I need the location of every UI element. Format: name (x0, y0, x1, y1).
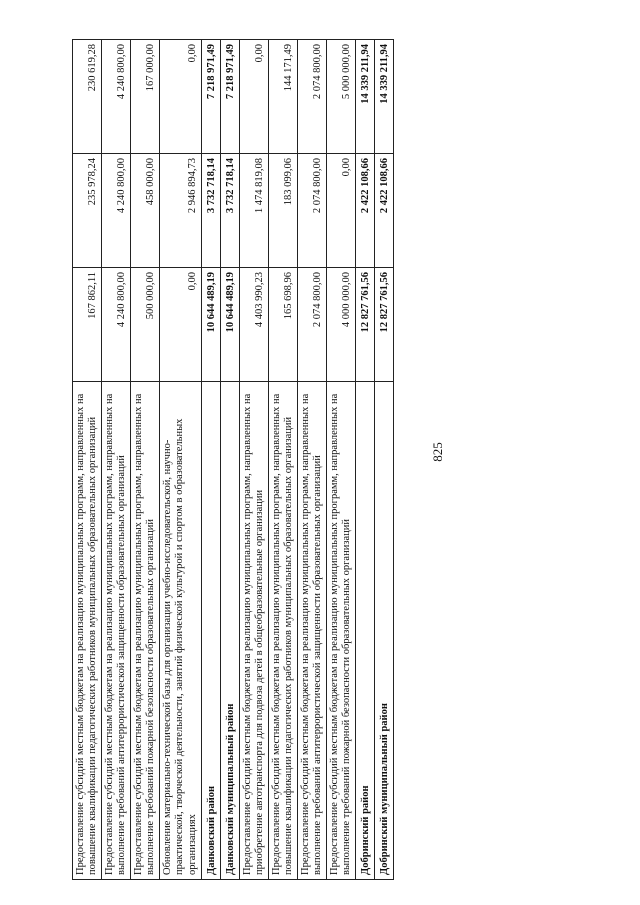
row-label: Предоставление субсидий местным бюджетам на реализацию муниципальных программ, направленных на повышение квалификации педагогических работников муниципальных образовательных организаций (268, 382, 297, 880)
table-row (201, 40, 220, 880)
value-col-3: 2 074 800,00 (297, 40, 326, 154)
table-row (239, 40, 268, 880)
table-row (268, 40, 297, 880)
value-col-3: 5 000 000,00 (326, 40, 355, 154)
row-label: Предоставление субсидий местным бюджетам на реализацию муниципальных программ, направленных на выполнение требований антитеррористической защищенности образовательных организаций (102, 382, 131, 880)
value-col-2: 0,00 (326, 154, 355, 268)
table-row (102, 40, 131, 880)
table-row (160, 40, 201, 880)
table-row (73, 40, 102, 880)
value-col-3: 14 339 211,94 (375, 40, 394, 154)
subsidy-table (72, 39, 394, 880)
value-col-3: 167 000,00 (131, 40, 160, 154)
value-col-3: 7 218 971,49 (220, 40, 239, 154)
row-label: Предоставление субсидий местным бюджетам на реализацию муниципальных программ, направленных на выполнение требований пожарной безопасности образовательных организаций (131, 382, 160, 880)
value-col-1: 12 827 761,56 (375, 268, 394, 382)
value-col-1: 2 074 800,00 (297, 268, 326, 382)
value-col-1: 10 644 489,19 (201, 268, 220, 382)
value-col-2: 3 732 718,14 (201, 154, 220, 268)
value-col-2: 4 240 800,00 (102, 154, 131, 268)
value-col-1: 4 000 000,00 (326, 268, 355, 382)
row-label: Обновление материально-технической базы для организации учебно-исследовательской, научно-практической, творческой деятельности, занятий физической культурой и спортом в образовательных организациях (160, 382, 201, 880)
value-col-2: 1 474 819,08 (239, 154, 268, 268)
table-row (131, 40, 160, 880)
value-col-1: 500 000,00 (131, 268, 160, 382)
value-col-1: 0,00 (160, 268, 201, 382)
subsidy-table-body (73, 40, 394, 880)
row-label: Предоставление субсидий местным бюджетам на реализацию муниципальных программ, направленных на выполнение требований антитеррористической защищенности образовательных организаций (297, 382, 326, 880)
value-col-3: 230 619,28 (73, 40, 102, 154)
row-label: Добринский муниципальный район (375, 382, 394, 880)
value-col-1: 4 403 990,23 (239, 268, 268, 382)
row-label: Предоставление субсидий местным бюджетам на реализацию муниципальных программ, направленных на повышение квалификации педагогических работников муниципальных образовательных организаций (73, 382, 102, 880)
value-col-2: 183 099,06 (268, 154, 297, 268)
table-row (326, 40, 355, 880)
value-col-2: 2 074 800,00 (297, 154, 326, 268)
row-label: Предоставление субсидий местным бюджетам на реализацию муниципальных программ, направленных на приобретение автотранспорта для подвоза детей в общеобразовательные организации (239, 382, 268, 880)
row-label: Данковский муниципальный район (220, 382, 239, 880)
table-row (375, 40, 394, 880)
value-col-3: 7 218 971,49 (201, 40, 220, 154)
value-col-2: 2 946 894,73 (160, 154, 201, 268)
value-col-2: 2 422 108,66 (356, 154, 375, 268)
table-row (356, 40, 375, 880)
value-col-3: 144 171,49 (268, 40, 297, 154)
rotated-table-wrapper (72, 44, 558, 880)
row-label: Предоставление субсидий местным бюджетам на реализацию муниципальных программ, направленных на выполнение требований пожарной безопасности образовательных организаций (326, 382, 355, 880)
value-col-3: 0,00 (160, 40, 201, 154)
row-label: Добринский район (356, 382, 375, 880)
value-col-3: 0,00 (239, 40, 268, 154)
value-col-1: 167 862,11 (73, 268, 102, 382)
value-col-2: 235 978,24 (73, 154, 102, 268)
value-col-1: 12 827 761,56 (356, 268, 375, 382)
value-col-1: 10 644 489,19 (220, 268, 239, 382)
value-col-1: 165 698,96 (268, 268, 297, 382)
page-number: 825 (430, 442, 445, 462)
value-col-3: 14 339 211,94 (356, 40, 375, 154)
value-col-1: 4 240 800,00 (102, 268, 131, 382)
table-row (220, 40, 239, 880)
value-col-2: 2 422 108,66 (375, 154, 394, 268)
value-col-3: 4 240 800,00 (102, 40, 131, 154)
value-col-2: 458 000,00 (131, 154, 160, 268)
table-row (297, 40, 326, 880)
row-label: Данковский район (201, 382, 220, 880)
value-col-2: 3 732 718,14 (220, 154, 239, 268)
